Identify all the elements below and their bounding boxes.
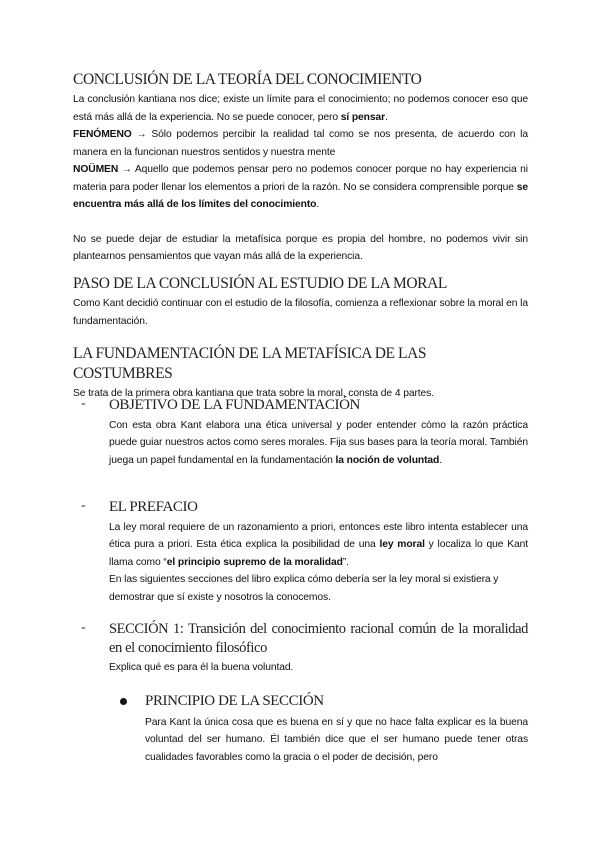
text: y localiza lo que Kant llama como “ bbox=[109, 539, 528, 568]
section-title-paso: PASO DE LA CONCLUSIÓN AL ESTUDIO DE LA MORAL bbox=[73, 275, 447, 292]
item-title-prefacio: EL PREFACIO bbox=[109, 499, 198, 515]
bold-text: se encuentra más allá de los límites del conocimiento bbox=[73, 181, 528, 210]
item-principio bbox=[145, 692, 528, 766]
paragraph-fenomeno bbox=[73, 126, 528, 161]
bold-text: sí pensar bbox=[340, 111, 386, 123]
text: . bbox=[316, 199, 320, 210]
text: → Sólo podemos percibir la realidad tal como se nos presenta, de acuerdo con la manera en la funcionan nuestros sentidos y nuestra mente bbox=[73, 129, 528, 158]
text: ”. bbox=[342, 556, 349, 568]
paragraph-metafisica: No se puede dejar de estudiar la metafísica porque es propia del hombre, no podemos vivir sin plantearnos pensamientos que vayan más allá de la experiencia. bbox=[73, 233, 528, 262]
section-conclusion bbox=[73, 70, 528, 266]
paragraph-conclusion bbox=[73, 91, 528, 126]
bold-text: la noción de voluntad bbox=[335, 454, 440, 466]
text: → Aquello que podemos pensar pero no podemos conocer porque no hay experiencia ni materia para poder llenar los elementos a priori de la razón. No se considera comprensible porque bbox=[73, 164, 528, 193]
text: La conclusión kantiana nos dice; existe un límite para el conocimiento; no podemos conocer eso que está más allá de la experiencia. No se puede conocer, pero bbox=[73, 94, 528, 123]
list-dash: - bbox=[81, 396, 86, 411]
section-title-fundamentacion: LA FUNDAMENTACIÓN DE LA METAFÍSICA DE LAS COSTUMBRES bbox=[73, 345, 427, 382]
bullet-dot bbox=[120, 698, 127, 705]
item-prefacio bbox=[81, 498, 528, 606]
item-title-objetivo: OBJETIVO DE LA FUNDAMENTACIÓN bbox=[109, 397, 360, 413]
text: . bbox=[439, 454, 442, 466]
item-text-principio: Para Kant la única cosa que es buena en sí y que no hace falta explicar es la buena voluntad del ser humano. Él también dice que el ser humano puede tener otras cualidades favorables como la gracia o el poder de decisión, pero bbox=[145, 716, 528, 763]
list-dash: - bbox=[81, 498, 86, 513]
term-noumen: NOÜMEN bbox=[73, 164, 119, 175]
text: . bbox=[385, 111, 388, 123]
paragraph-fundamentacion: Se trata de la primera obra kantiana que trata sobre la moral, consta de 4 partes. bbox=[73, 388, 434, 399]
item-objetivo bbox=[81, 396, 528, 469]
item-seccion-1 bbox=[81, 620, 528, 677]
item-text-seccion-1: Explica qué es para él la buena voluntad. bbox=[109, 662, 294, 673]
section-fundamentacion bbox=[73, 344, 528, 403]
item-title-seccion-1: SECCIÓN 1: Transición del conocimiento racional común de la moralidad en el conocimiento filosófico bbox=[109, 621, 528, 656]
text: Con esta obra Kant elabora una ética universal y poder entender cómo la razón práctica puede guiar nuestros actos como seres morales. Fija sus bases para la teoría moral. También juega un papel fundamental en la fundamentación bbox=[109, 419, 528, 466]
item-text-objetivo bbox=[109, 417, 528, 470]
paragraph-noumen bbox=[73, 161, 528, 214]
section-title-conclusion: CONCLUSIÓN DE LA TEORÍA DEL CONOCIMIENTO bbox=[73, 71, 422, 88]
term-fenomeno: FENÓMENO bbox=[73, 129, 132, 140]
item-title-principio: PRINCIPIO DE LA SECCIÓN bbox=[145, 693, 324, 709]
paragraph-paso: Como Kant decidió continuar con el estudio de la filosofía, comienza a reflexionar sobre la moral en la fundamentación. bbox=[73, 298, 528, 327]
list-dash: - bbox=[81, 620, 86, 635]
bold-text: ley moral bbox=[379, 539, 425, 550]
bold-text: el principio supremo de la moralidad bbox=[166, 556, 343, 568]
text: La ley moral requiere de un razonamiento a priori, entonces este libro intenta establecer una ética pura a priori. Esta ética explica la posibilidad de una bbox=[109, 521, 528, 550]
item-text-prefacio bbox=[109, 519, 528, 572]
item-text-prefacio-2: En las siguientes secciones del libro explica cómo debería ser la ley moral si existiera y demostrar que sí existe y nosotros la conocemos. bbox=[109, 574, 499, 603]
section-paso bbox=[73, 274, 528, 330]
